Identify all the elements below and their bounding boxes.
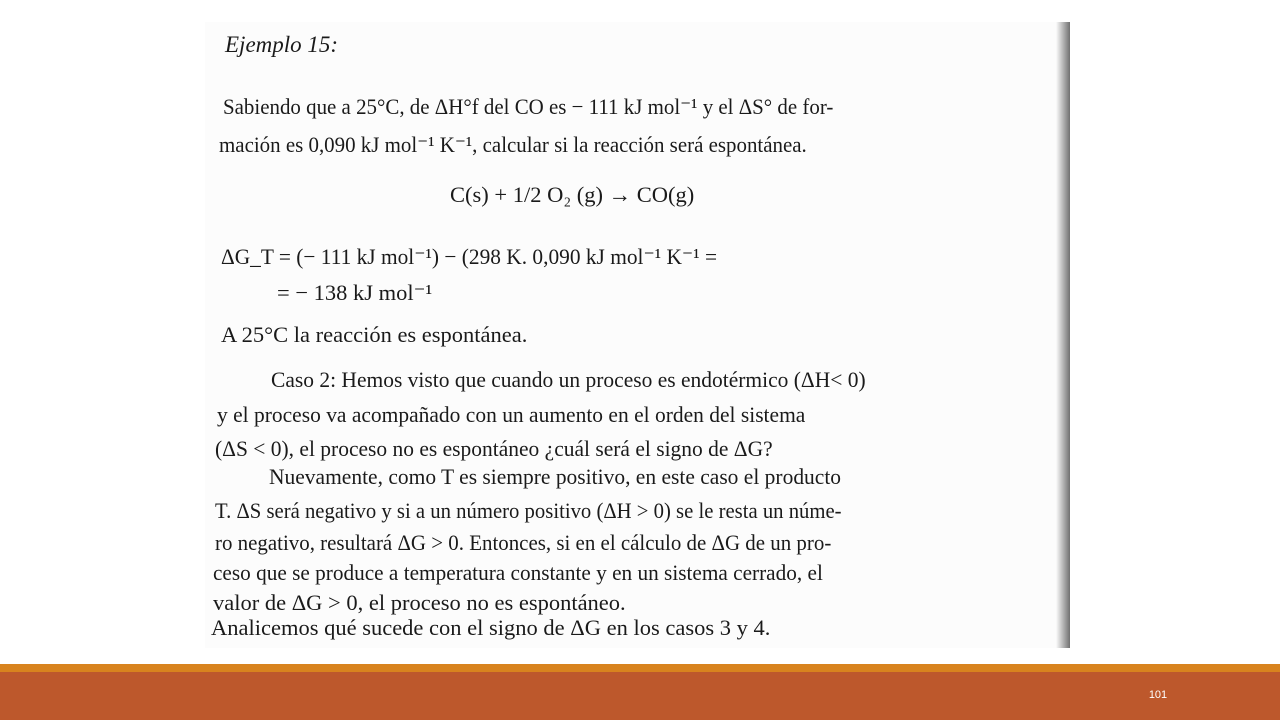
text-line: T. ΔS será negativo y si a un número positivo (ΔH > 0) se le resta un núme-	[215, 498, 842, 523]
formula-result: = − 138 kJ mol⁻¹	[277, 280, 433, 305]
text-line: valor de ΔG > 0, el proceso no es espontáneo.	[213, 590, 626, 615]
text-line: Nuevamente, como T es siempre positivo, en este caso el producto	[269, 464, 842, 489]
text-line: ceso que se produce a temperatura constante y en un sistema cerrado, el	[213, 560, 823, 585]
scanned-page-image	[205, 22, 1070, 648]
scan-edge-shadow	[1056, 22, 1070, 648]
formula-line: ΔG_T = (− 111 kJ mol⁻¹) − (298 K. 0,090 kJ mol⁻¹ K⁻¹ =	[221, 244, 718, 269]
footer-band	[0, 672, 1280, 720]
text-line: mación es 0,090 kJ mol⁻¹ K⁻¹, calcular si la reacción será espontánea.	[219, 132, 807, 157]
text-line: (ΔS < 0), el proceso no es espontáneo ¿cuál será el signo de ΔG?	[215, 436, 773, 461]
text-line: y el proceso va acompañado con un aumento en el orden del sistema	[217, 402, 806, 427]
text-line: Analicemos qué sucede con el signo de ΔG en los casos 3 y 4.	[211, 615, 771, 640]
footer-accent-strip	[0, 664, 1280, 672]
text-line: ro negativo, resultará ΔG > 0. Entonces, si en el cálculo de ΔG de un pro-	[215, 530, 832, 555]
text-line: Caso 2: Hemos visto que cuando un proceso es endotérmico (ΔH< 0)	[271, 367, 866, 392]
chemical-equation: C(s) + 1/2 O₂ (g) → CO(g)	[450, 182, 695, 207]
page-number: 101	[1148, 689, 1168, 701]
text-line: A 25°C la reacción es espontánea.	[221, 322, 528, 347]
text-line: Sabiendo que a 25°C, de ΔH°f del CO es − 111 kJ mol⁻¹ y el ΔS° de for-	[223, 94, 834, 119]
example-title: Ejemplo 15:	[225, 32, 339, 57]
